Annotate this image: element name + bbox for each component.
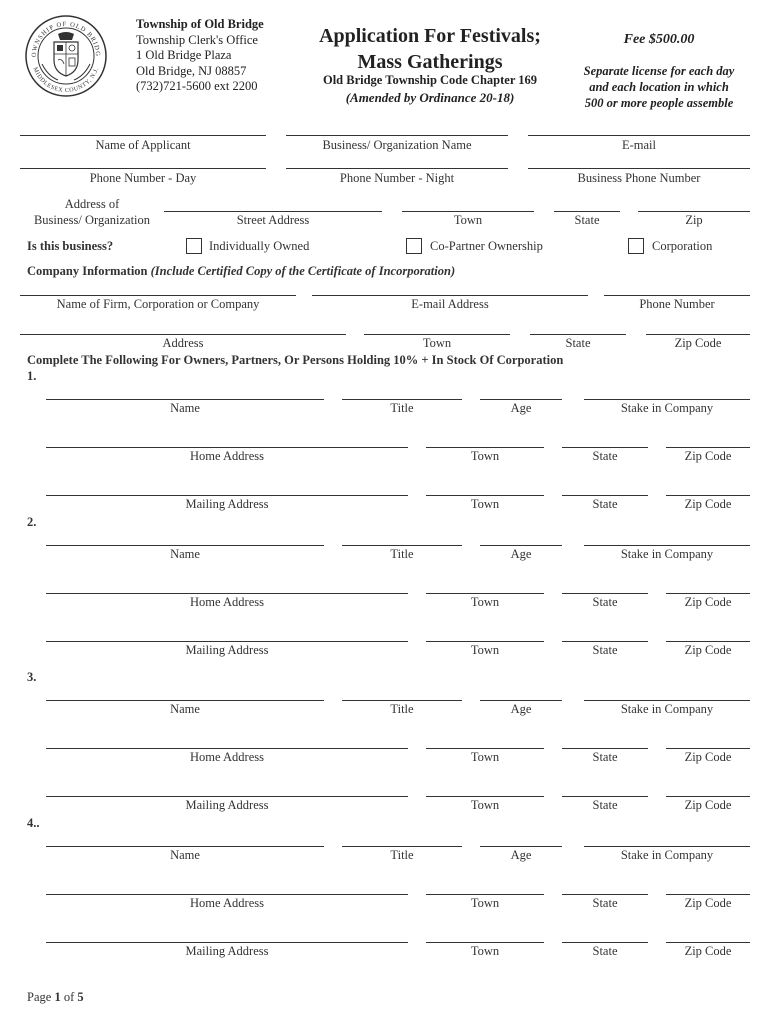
business-type-question: Is this business? <box>27 239 114 253</box>
owner-3-name-field[interactable] <box>46 700 324 701</box>
owner-4-mailing-state-label: State <box>592 944 618 958</box>
company-phone-label: Phone Number <box>639 297 715 311</box>
owner-4-mailing-town-field[interactable] <box>426 942 544 943</box>
owner-3-home-address-field[interactable] <box>46 748 408 749</box>
township-seal <box>24 14 108 98</box>
owner-4-home-town-field[interactable] <box>426 894 544 895</box>
owner-4-home-zip-label: Zip Code <box>684 896 732 910</box>
owner-2-stake-label: Stake in Company <box>620 547 714 561</box>
business-name-field[interactable] <box>286 135 508 136</box>
form-title-line1: Application For Festivals; <box>319 25 541 47</box>
business-address-label-line1: Address of <box>64 197 120 211</box>
owner-3-mailing-town-field[interactable] <box>426 796 544 797</box>
owner-3-age-field[interactable] <box>480 700 562 701</box>
corporation-label: Corporation <box>652 239 713 253</box>
owner-4-age-field[interactable] <box>480 846 562 847</box>
business-zip-field[interactable] <box>638 211 750 212</box>
owners-heading: Complete The Following For Owners, Partners, Or Persons Holding 10% + In Stock Of Corporation <box>27 353 564 367</box>
business-state-label: State <box>574 213 600 227</box>
owner-2-mailing-town-field[interactable] <box>426 641 544 642</box>
owner-3-stake-field[interactable] <box>584 700 750 701</box>
owner-3-home-state-label: State <box>592 750 618 764</box>
company-address-label: Address <box>162 336 204 350</box>
owner-1-mailing-zip-field[interactable] <box>666 495 750 496</box>
street-address-field[interactable] <box>164 211 382 212</box>
business-address-label-line2: Business/ Organization <box>33 213 151 227</box>
owner-3-stake-label: Stake in Company <box>620 702 714 716</box>
owner-1-home-town-label: Town <box>470 449 500 463</box>
owner-2-mailing-zip-label: Zip Code <box>684 643 732 657</box>
company-email-label: E-mail Address <box>411 297 489 311</box>
owner-3-home-town-field[interactable] <box>426 748 544 749</box>
owner-3-mailing-address-label: Mailing Address <box>185 798 269 812</box>
township-phone: (732)721-5600 ext 2200 <box>136 79 258 93</box>
license-note-line3: 500 or more people assemble <box>584 96 734 110</box>
business-phone-field[interactable] <box>528 168 750 169</box>
business-name-label: Business/ Organization Name <box>322 138 472 152</box>
owner-2-home-state-label: State <box>592 595 618 609</box>
firm-name-label: Name of Firm, Corporation or Company <box>56 297 260 311</box>
owner-4-number: 4.. <box>27 816 40 830</box>
owner-2-mailing-town-label: Town <box>470 643 500 657</box>
owner-3-home-zip-label: Zip Code <box>684 750 732 764</box>
owner-2-home-town-label: Town <box>470 595 500 609</box>
individually-owned-checkbox[interactable] <box>186 238 202 254</box>
owner-3-title-label: Title <box>390 702 414 716</box>
owner-2-mailing-zip-field[interactable] <box>666 641 750 642</box>
co-partner-label: Co-Partner Ownership <box>430 239 543 253</box>
seal-bottom-text: MIDDLESEX COUNTY, N.J. <box>31 66 101 95</box>
owner-4-mailing-state-field[interactable] <box>562 942 648 943</box>
owner-4-name-field[interactable] <box>46 846 324 847</box>
owner-1-number: 1. <box>27 369 37 383</box>
owner-3-number: 3. <box>27 670 37 684</box>
license-note-line2: and each location in which <box>589 80 729 94</box>
owner-3-home-state-field[interactable] <box>562 748 648 749</box>
owner-1-mailing-state-label: State <box>592 497 618 511</box>
individually-owned-label: Individually Owned <box>209 239 310 253</box>
phone-day-field[interactable] <box>20 168 266 169</box>
business-state-field[interactable] <box>554 211 620 212</box>
owner-2-name-field[interactable] <box>46 545 324 546</box>
owner-1-name-field[interactable] <box>46 399 324 400</box>
company-address-field[interactable] <box>20 334 346 335</box>
township-name: Township of Old Bridge <box>136 17 264 31</box>
owner-4-mailing-town-label: Town <box>470 944 500 958</box>
owner-1-mailing-town-label: Town <box>470 497 500 511</box>
street-address-label: Street Address <box>236 213 310 227</box>
owner-2-home-zip-field[interactable] <box>666 593 750 594</box>
owner-1-home-zip-label: Zip Code <box>684 449 732 463</box>
owner-1-stake-field[interactable] <box>584 399 750 400</box>
owner-2-home-address-label: Home Address <box>190 595 264 609</box>
company-info-heading <box>27 264 455 279</box>
license-note <box>566 63 752 111</box>
owner-4-home-address-label: Home Address <box>190 896 264 910</box>
business-town-label: Town <box>453 213 483 227</box>
company-email-field[interactable] <box>312 295 588 296</box>
owner-2-age-field[interactable] <box>480 545 562 546</box>
page-of: of <box>63 990 75 1004</box>
owner-1-mailing-zip-label: Zip Code <box>684 497 732 511</box>
code-reference: Old Bridge Township Code Chapter 169 <box>322 73 538 87</box>
owner-1-mailing-address-label: Mailing Address <box>185 497 269 511</box>
business-phone-label: Business Phone Number <box>577 171 701 185</box>
applicant-email-label: E-mail <box>621 138 656 152</box>
business-address-label <box>22 196 162 228</box>
owner-1-home-state-field[interactable] <box>562 447 648 448</box>
company-state-field[interactable] <box>530 334 626 335</box>
owner-2-mailing-address-field[interactable] <box>46 641 408 642</box>
owner-3-mailing-town-label: Town <box>470 798 500 812</box>
owner-3-home-address-label: Home Address <box>190 750 264 764</box>
owner-1-home-zip-field[interactable] <box>666 447 750 448</box>
seal-top-text: OWNSHIP OF OLD BRIDG <box>30 20 102 58</box>
owner-1-age-field[interactable] <box>480 399 562 400</box>
owner-4-home-zip-field[interactable] <box>666 894 750 895</box>
owner-4-age-label: Age <box>510 848 532 862</box>
page-total: 5 <box>77 990 84 1004</box>
owner-2-mailing-state-label: State <box>592 643 618 657</box>
co-partner-checkbox[interactable] <box>406 238 422 254</box>
owner-1-stake-label: Stake in Company <box>620 401 714 415</box>
owner-1-title-label: Title <box>390 401 414 415</box>
applicant-name-label: Name of Applicant <box>95 138 191 152</box>
business-town-field[interactable] <box>402 211 534 212</box>
owner-4-title-field[interactable] <box>342 846 462 847</box>
owner-4-title-label: Title <box>390 848 414 862</box>
owner-3-mailing-zip-field[interactable] <box>666 796 750 797</box>
owner-2-title-field[interactable] <box>342 545 462 546</box>
fee-amount: Fee $500.00 <box>623 32 695 47</box>
owner-2-home-town-field[interactable] <box>426 593 544 594</box>
owner-2-home-zip-label: Zip Code <box>684 595 732 609</box>
owner-3-home-town-label: Town <box>470 750 500 764</box>
owner-4-home-address-field[interactable] <box>46 894 408 895</box>
clerk-office: Township Clerk's Office <box>136 32 258 47</box>
owner-3-title-field[interactable] <box>342 700 462 701</box>
owner-1-mailing-state-field[interactable] <box>562 495 648 496</box>
license-note-line1: Separate license for each day <box>583 64 735 78</box>
owner-4-name-label: Name <box>170 848 200 862</box>
owner-1-mailing-town-field[interactable] <box>426 495 544 496</box>
owner-2-name-label: Name <box>170 547 200 561</box>
phone-night-field[interactable] <box>286 168 508 169</box>
company-zip-field[interactable] <box>646 334 750 335</box>
owner-3-mailing-state-field[interactable] <box>562 796 648 797</box>
phone-night-label: Phone Number - Night <box>339 171 455 185</box>
owner-2-home-state-field[interactable] <box>562 593 648 594</box>
form-title-line2: Mass Gatherings <box>357 51 503 73</box>
owner-2-stake-field[interactable] <box>584 545 750 546</box>
township-street: 1 Old Bridge Plaza <box>136 48 232 62</box>
owner-3-age-label: Age <box>510 702 532 716</box>
company-info-title: Company Information <box>27 264 148 278</box>
owner-1-title-field[interactable] <box>342 399 462 400</box>
owner-2-number: 2. <box>27 515 37 529</box>
township-city: Old Bridge, NJ 08857 <box>136 63 247 78</box>
owner-4-mailing-address-field[interactable] <box>46 942 408 943</box>
company-state-label: State <box>565 336 591 350</box>
company-town-field[interactable] <box>364 334 510 335</box>
page-indicator <box>27 990 84 1005</box>
page-current: 1 <box>54 990 61 1004</box>
owner-4-home-town-label: Town <box>470 896 500 910</box>
applicant-name-field[interactable] <box>20 135 266 136</box>
owner-4-mailing-address-label: Mailing Address <box>185 944 269 958</box>
township-address-block <box>136 17 264 95</box>
owner-1-home-town-field[interactable] <box>426 447 544 448</box>
company-phone-field[interactable] <box>604 295 750 296</box>
owner-1-mailing-address-field[interactable] <box>46 495 408 496</box>
owner-2-home-address-field[interactable] <box>46 593 408 594</box>
corporation-checkbox[interactable] <box>628 238 644 254</box>
company-zip-label: Zip Code <box>674 336 722 350</box>
owner-4-stake-field[interactable] <box>584 846 750 847</box>
owner-3-mailing-zip-label: Zip Code <box>684 798 732 812</box>
owner-2-age-label: Age <box>510 547 532 561</box>
owner-4-home-state-label: State <box>592 896 618 910</box>
owner-3-name-label: Name <box>170 702 200 716</box>
owner-4-stake-label: Stake in Company <box>620 848 714 862</box>
owner-4-mailing-zip-field[interactable] <box>666 942 750 943</box>
company-town-label: Town <box>422 336 452 350</box>
owner-4-mailing-zip-label: Zip Code <box>684 944 732 958</box>
amended-note: (Amended by Ordinance 20-18) <box>345 90 515 105</box>
owner-2-title-label: Title <box>390 547 414 561</box>
applicant-email-field[interactable] <box>528 135 750 136</box>
business-zip-label: Zip <box>685 213 703 227</box>
owner-4-home-state-field[interactable] <box>562 894 648 895</box>
company-info-note: (Include Certified Copy of the Certificate of Incorporation) <box>150 264 456 278</box>
owner-3-mailing-address-field[interactable] <box>46 796 408 797</box>
owner-2-mailing-state-field[interactable] <box>562 641 648 642</box>
page-word: Page <box>27 990 52 1004</box>
owner-2-mailing-address-label: Mailing Address <box>185 643 269 657</box>
phone-day-label: Phone Number - Day <box>89 171 197 185</box>
firm-name-field[interactable] <box>20 295 296 296</box>
owner-1-home-state-label: State <box>592 449 618 463</box>
owner-3-home-zip-field[interactable] <box>666 748 750 749</box>
owner-1-name-label: Name <box>170 401 200 415</box>
owner-1-home-address-label: Home Address <box>190 449 264 463</box>
owner-1-age-label: Age <box>510 401 532 415</box>
owner-1-home-address-field[interactable] <box>46 447 408 448</box>
owner-3-mailing-state-label: State <box>592 798 618 812</box>
